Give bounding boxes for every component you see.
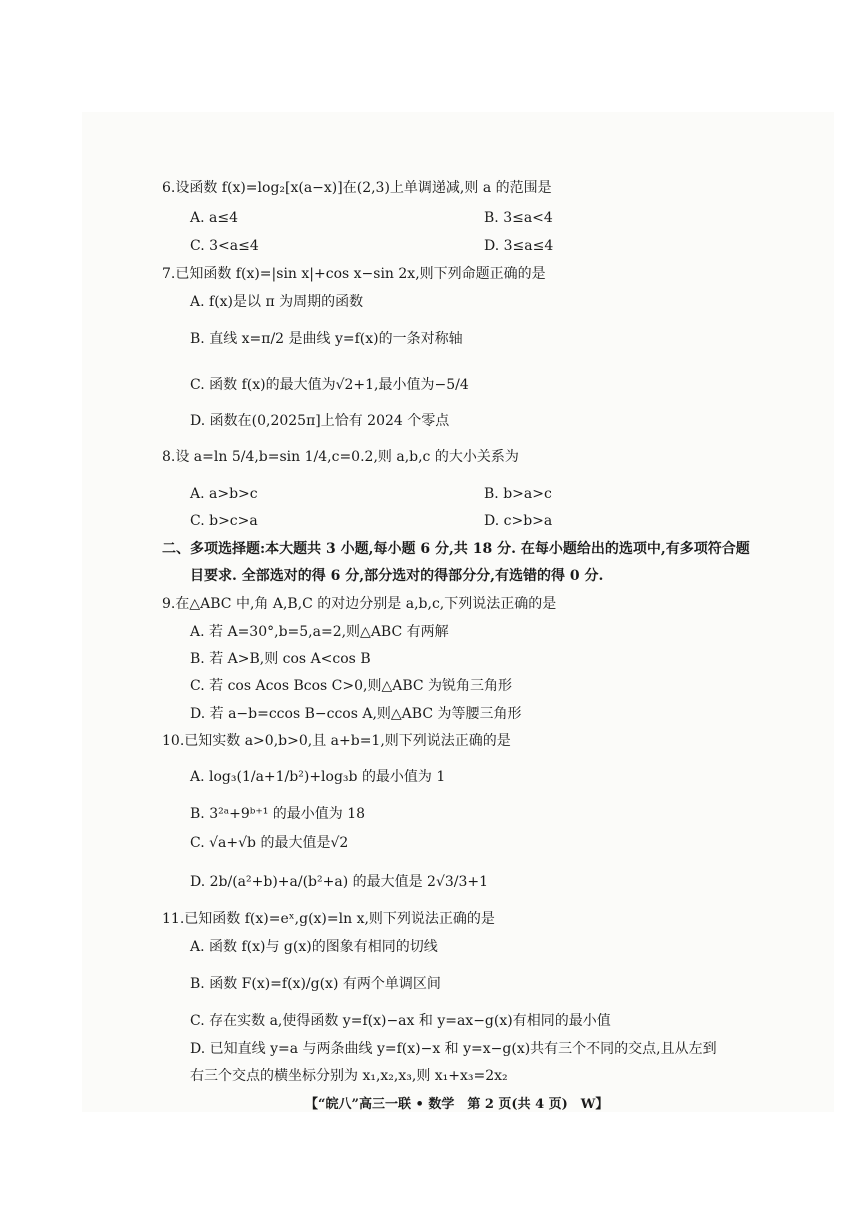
q9-option-a: A. 若 A=30°,b=5,a=2,则△ABC 有两解 — [190, 624, 449, 640]
q9-option-c: C. 若 cos Acos Bcos C>0,则△ABC 为锐角三角形 — [190, 678, 513, 694]
q10-option-c: C. √a+√b 的最大值是√2 — [190, 835, 349, 851]
q11-stem: 11.已知函数 f(x)=eˣ,g(x)=ln x,则下列说法正确的是 — [162, 911, 495, 927]
q6-option-b: B. 3≤a<4 — [484, 210, 553, 226]
q7-option-d: D. 函数在(0,2025π]上恰有 2024 个零点 — [190, 413, 450, 429]
q6-option-a: A. a≤4 — [190, 210, 238, 226]
q11-option-b: B. 函数 F(x)=f(x)/g(x) 有两个单调区间 — [190, 976, 441, 992]
q6-option-c: C. 3<a≤4 — [190, 238, 259, 254]
q6-option-d: D. 3≤a≤4 — [484, 238, 554, 254]
q10-option-a: A. log₃(1/a+1/b²)+log₃b 的最小值为 1 — [190, 769, 446, 785]
q11-option-a: A. 函数 f(x)与 g(x)的图象有相同的切线 — [190, 939, 438, 955]
q6-stem: 6.设函数 f(x)=log₂[x(a−x)]在(2,3)上单调递减,则 a 的范围是 — [162, 180, 552, 196]
page-footer: 【“皖八”高三一联 • 数学 第 2 页(共 4 页) W】 — [305, 1097, 609, 1112]
section-2-heading: 二、多项选择题:本大题共 3 小题,每小题 6 分,共 18 分. 在每小题给出的选项中,有多项符合题 — [162, 541, 750, 557]
q10-stem: 10.已知实数 a>0,b>0,且 a+b=1,则下列说法正确的是 — [162, 733, 511, 749]
q9-stem: 9.在△ABC 中,角 A,B,C 的对边分别是 a,b,c,下列说法正确的是 — [162, 596, 557, 612]
q7-option-a: A. f(x)是以 π 为周期的函数 — [190, 294, 364, 310]
q11-option-d: D. 已知直线 y=a 与两条曲线 y=f(x)−x 和 y=x−g(x)共有三个不同的交点,且从左到 — [190, 1041, 717, 1057]
q8-option-a: A. a>b>c — [190, 486, 258, 502]
q8-option-b: B. b>a>c — [484, 486, 552, 502]
q11-option-d-continued: 右三个交点的横坐标分别为 x₁,x₂,x₃,则 x₁+x₃=2x₂ — [190, 1068, 508, 1084]
q9-option-b: B. 若 A>B,则 cos A<cos B — [190, 651, 371, 667]
q11-option-c: C. 存在实数 a,使得函数 y=f(x)−ax 和 y=ax−g(x)有相同的最小值 — [190, 1013, 611, 1029]
q9-option-d: D. 若 a−b=ccos B−ccos A,则△ABC 为等腰三角形 — [190, 706, 522, 722]
q8-option-d: D. c>b>a — [484, 513, 553, 529]
q8-stem: 8.设 a=ln 5/4,b=sin 1/4,c=0.2,则 a,b,c 的大小关系为 — [162, 449, 519, 465]
q7-stem: 7.已知函数 f(x)=|sin x|+cos x−sin 2x,则下列命题正确的是 — [162, 266, 546, 282]
q7-option-c: C. 函数 f(x)的最大值为√2+1,最小值为−5/4 — [190, 377, 469, 393]
q8-option-c: C. b>c>a — [190, 513, 258, 529]
q10-option-b: B. 3²ᵃ+9ᵇ⁺¹ 的最小值为 18 — [190, 806, 366, 822]
section-2-instructions: 目要求. 全部选对的得 6 分,部分选对的得部分分,有选错的得 0 分. — [190, 568, 604, 584]
q7-option-b: B. 直线 x=π/2 是曲线 y=f(x)的一条对称轴 — [190, 331, 463, 347]
q10-option-d: D. 2b/(a²+b)+a/(b²+a) 的最大值是 2√3/3+1 — [190, 874, 489, 890]
